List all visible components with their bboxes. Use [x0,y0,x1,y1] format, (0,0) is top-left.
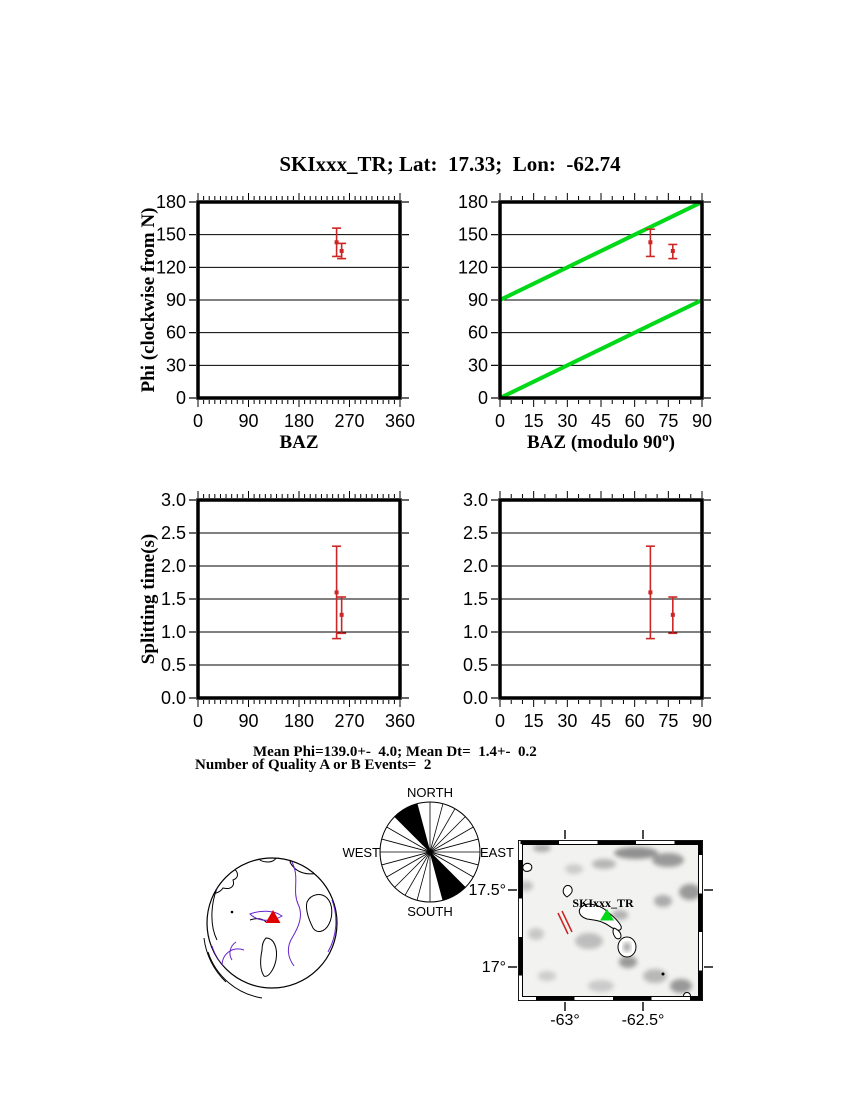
data-point [340,613,344,617]
y-axis-label: Splitting time(s) [138,533,159,665]
x-tick-label: 30 [557,411,578,431]
x-tick-label: 90 [238,711,259,731]
error-bar [646,546,655,638]
rose-label-south: SOUTH [407,904,453,919]
x-axis-label: BAZ (modulo 90$^o$) [527,429,675,453]
y-tick-label: 0 [175,388,186,408]
rose-label-east: EAST [480,845,514,860]
x-tick-label: 60 [624,711,645,731]
x-tick-label: 45 [590,411,612,431]
plot-dt-vs-baz-mod90 [463,490,712,731]
y-tick-label: 180 [457,192,488,212]
x-tick-label: 0 [192,711,204,731]
y-tick-label: 1.5 [462,589,488,609]
y-tick-label: 0.0 [462,688,488,708]
data-point [335,590,339,594]
map-lat-label-1: 17.5° [468,882,506,899]
data-point [340,249,344,253]
y-tick-label: 1.0 [462,622,488,642]
map-lon-label-1: -63° [550,1012,580,1029]
x-tick-label: 0 [494,411,506,431]
data-point [648,590,652,594]
map-lon-label-2: -62.5° [621,1012,665,1029]
y-tick-label: 150 [457,224,488,245]
nevis-peak-shading [623,942,631,952]
y-tick-label: 120 [457,257,488,278]
y-tick-label: 1.0 [160,622,186,642]
x-tick-label: 0 [192,411,204,431]
y-tick-label: 90 [467,290,488,310]
map-station-label: SKIxxx_TR [572,896,634,910]
x-tick-label: 0 [494,711,506,731]
plot-dt-vs-baz [138,490,415,731]
plots-group [138,192,712,731]
rose-label-west: WEST [342,845,380,860]
y-tick-label: 3.0 [160,490,186,510]
summary-event-count: Number of Quality A or B Events= 2 [195,757,432,773]
error-bar [337,597,346,633]
y-tick-label: 2.0 [462,556,488,576]
y-tick-label: 3.0 [462,490,488,510]
data-point [671,249,675,253]
x-axis-label: BAZ [279,432,319,453]
x-tick-label: 30 [557,711,578,731]
y-tick-label: 0 [477,388,488,408]
error-bar [332,546,341,638]
y-tick-label: 180 [155,192,186,212]
x-tick-label: 60 [624,411,645,431]
map-terrain [519,844,701,1000]
y-tick-label: 30 [165,355,186,376]
globe-map [195,848,337,998]
map-lat-label-2: 17° [481,959,506,976]
data-point [671,613,675,617]
x-tick-label: 75 [658,411,679,431]
y-tick-label: 60 [467,322,488,343]
x-tick-label: 180 [283,711,315,731]
y-tick-label: 0.0 [160,688,186,708]
rose-geometry [380,802,480,902]
y-tick-label: 60 [165,322,186,343]
reference-line [500,300,702,398]
y-tick-label: 0.5 [160,655,186,675]
summary-mean-values: Mean Phi=139.0+- 4.0; Mean Dt= 1.4+- 0.2 [253,744,537,760]
y-tick-label: 2.5 [462,523,488,543]
x-tick-label: 90 [238,411,259,431]
x-tick-label: 360 [384,411,416,431]
x-tick-label: 270 [334,711,365,731]
data-point [648,240,652,244]
plot-phi-vs-baz-mod90 [458,192,712,453]
error-bar [668,244,677,258]
error-bar [646,229,655,256]
plot-phi-vs-baz [138,192,415,453]
y-tick-label: 30 [467,355,488,376]
x-tick-label: 45 [590,711,612,731]
x-tick-label: 270 [334,411,365,431]
y-tick-label: 2.5 [160,523,186,543]
y-tick-label: 1.5 [160,589,186,609]
x-tick-label: 90 [691,411,713,431]
globe-dot [231,911,234,914]
figure-title: SKIxxx_TR; Lat: 17.33; Lon: -62.74 [279,152,621,176]
y-tick-label: 90 [165,290,186,310]
error-bar [668,597,677,633]
y-tick-label: 120 [155,257,186,278]
x-tick-label: 75 [658,711,679,731]
x-tick-label: 180 [283,411,315,431]
x-tick-label: 15 [523,411,544,431]
x-tick-label: 90 [691,711,713,731]
x-tick-label: 15 [523,711,544,731]
y-axis-label: Phi (clockwise from N) [138,207,159,393]
y-tick-label: 2.0 [160,556,186,576]
map-dot [662,973,665,976]
y-tick-label: 0.5 [462,655,488,675]
rose-label-north: NORTH [407,785,453,800]
y-tick-label: 150 [155,224,186,245]
x-tick-label: 360 [384,711,416,731]
